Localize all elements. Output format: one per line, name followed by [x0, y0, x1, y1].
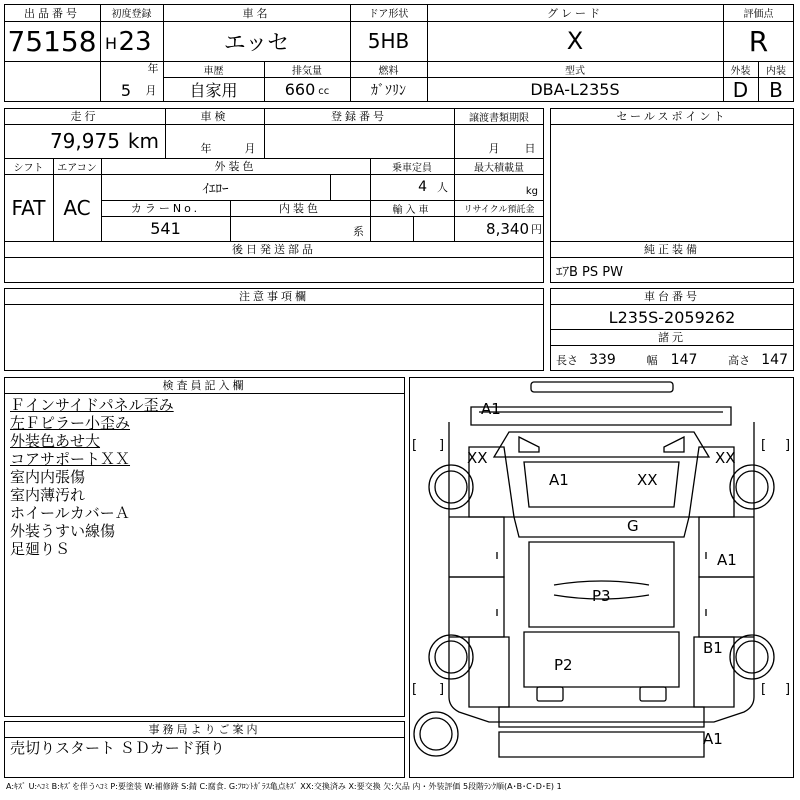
color-value: ｲｴﾛｰ [202, 181, 229, 197]
equip-value: ｴｱB PS PW [556, 265, 623, 280]
transfer-day-unit: 日 [524, 142, 536, 155]
model-value: DBA-L235S [530, 80, 620, 99]
inspector-label: 検査員記入欄 [162, 379, 247, 392]
intcolor-unit: 系 [353, 225, 364, 238]
intcolor-label: 内装色 [279, 202, 321, 215]
reg-month: 5 [120, 80, 132, 100]
bracket-mark: [ [412, 438, 418, 453]
bracket-mark: ] [439, 438, 445, 453]
disp-value [264, 77, 350, 102]
ext-value: D [732, 77, 749, 102]
office-text: 売切りスタート ＳＤカード預り [10, 739, 225, 757]
mark-rear: P2 [554, 656, 573, 674]
sales-label: セールスポイント [616, 110, 728, 123]
height-label: 高さ [728, 354, 751, 367]
model-label: 型式 [565, 65, 585, 77]
fuel-value: ｶﾞｿﾘﾝ [371, 82, 406, 99]
history-value: 自家用 [189, 81, 238, 100]
inspection-label: 車検 [200, 110, 229, 123]
int-value: B [769, 77, 783, 102]
inspector-line: 室内内張傷 [10, 468, 86, 486]
seats-unit: 人 [437, 181, 448, 194]
width-label: 幅 [646, 354, 658, 367]
mark-windshield: G [627, 517, 639, 535]
ac-value: AC [63, 195, 91, 220]
seats-value [370, 174, 454, 200]
mileage-number: 79,975 [49, 129, 120, 153]
bracket-mark: [ [761, 438, 767, 453]
mark-roof: P3 [592, 587, 611, 605]
mark-rear-bumper: A1 [703, 730, 723, 748]
load-unit: kg [525, 185, 538, 197]
reg-label: 初度登録 [111, 9, 152, 20]
office-label: 事務局よりご案内 [148, 723, 261, 736]
recycle-unit: 円 [531, 222, 542, 236]
ext-label: 外装 [730, 65, 751, 77]
caution-label: 注意事項欄 [239, 290, 309, 303]
mileage-unit: km [127, 129, 159, 153]
mileage-value [4, 124, 165, 158]
mark-front-bumper: A1 [481, 400, 501, 418]
equip-label: 純正装備 [644, 243, 700, 256]
grade-label: グレード [547, 6, 603, 20]
door-value: 5HB [367, 29, 410, 53]
import-label: 輸入車 [392, 204, 432, 216]
transfer-month-unit: 月 [488, 142, 500, 155]
inspector-line: 左Ｆピラー小歪み [10, 414, 131, 432]
mark-right-rear: B1 [703, 639, 723, 657]
ac-label: エアコン [57, 162, 97, 174]
door-label: ドア形状 [368, 9, 409, 20]
recycle-label: リサイクル預託金 [463, 204, 535, 215]
dims-row [550, 346, 794, 371]
bracket-mark: [ [761, 682, 767, 697]
inspector-line: 室内薄汚れ [10, 486, 86, 504]
length-value: 339 [589, 352, 616, 368]
history-label: 車歴 [203, 65, 224, 77]
bracket-mark: ] [785, 682, 791, 697]
inspector-line: Ｆインサイドパネル歪み [10, 396, 174, 414]
disp-label: 排気量 [292, 65, 322, 77]
fuel-label: 燃料 [378, 65, 399, 77]
legend-text: A:ｷｽﾞ U:ﾍｺﾐ B:ｷｽﾞを伴うﾍｺﾐ P:要塗装 W:補修跡 S:錆 C:腐食. G:ﾌﾛﾝﾄｶﾞﾗｽ亀点ｷｽﾞ XX:交換済み X:要交換 欠:欠品 内・外装評価 5段階ﾗﾝｸ順(A･B･C･D･E) 1 [6, 782, 562, 791]
lot-number: 75158 [7, 24, 97, 58]
chassis-label: 車台番号 [644, 290, 700, 303]
reg-year: 23 [118, 27, 152, 57]
disp-number: 660 [284, 80, 316, 99]
car-diagram [409, 377, 794, 778]
car-name: エッセ [223, 30, 290, 56]
chassis-value: L235S-2059262 [608, 307, 736, 327]
mark-right-door: A1 [717, 551, 737, 569]
name-label: 車名 [242, 6, 271, 20]
colorno-label: カラーNo. [130, 202, 201, 215]
bracket-mark: [ [412, 682, 418, 697]
reg-era: H [104, 34, 118, 52]
colorno-value: 541 [150, 219, 181, 238]
mark-fr-tire: XX [715, 449, 736, 467]
bracket-mark: ] [439, 682, 445, 697]
recycle-value [454, 216, 544, 241]
inspector-line: ホイールカバーＡ [10, 504, 130, 522]
regno-label: 登録番号 [331, 110, 387, 123]
shift-label: シフト [13, 162, 44, 174]
inspector-line: 外装色あせ大 [10, 432, 101, 450]
lot-label: 出品番号 [24, 6, 80, 20]
bracket-mark: ] [785, 438, 791, 453]
transfer-label: 譲渡書類期限 [469, 112, 529, 124]
mark-hood-left: A1 [549, 471, 569, 489]
inspector-line: 外装うすい線傷 [10, 522, 116, 540]
seats-label: 乗車定員 [392, 162, 432, 174]
inspection-month-unit: 月 [244, 142, 256, 155]
score-label: 評価点 [743, 9, 774, 20]
score-value: R [748, 24, 769, 58]
mark-fl-tire: XX [467, 449, 488, 467]
disp-unit: cc [318, 86, 330, 97]
grade-value: X [566, 27, 584, 55]
reg-year-unit: 年 [147, 62, 159, 75]
width-value: 147 [670, 352, 698, 368]
dims-label: 諸元 [658, 331, 686, 344]
color-label: 外装色 [214, 160, 257, 173]
mileage-label: 走行 [70, 110, 99, 123]
length-label: 長さ [556, 354, 578, 367]
int-label: 内装 [766, 65, 786, 77]
load-label: 最大積載量 [474, 162, 524, 174]
inspector-line: コアサポートＸＸ [10, 450, 131, 468]
later-parts-label: 後日発送部品 [232, 243, 316, 256]
seats-number: 4 [418, 179, 427, 195]
inspector-line: 足廻りＳ [10, 540, 71, 558]
shift-value: FAT [11, 195, 46, 220]
recycle-number: 8,340 [486, 219, 529, 238]
reg-month-unit: 月 [145, 84, 157, 97]
inspection-year-unit: 年 [200, 142, 212, 155]
mark-hood-right: XX [637, 471, 658, 489]
height-value: 147 [761, 352, 788, 368]
